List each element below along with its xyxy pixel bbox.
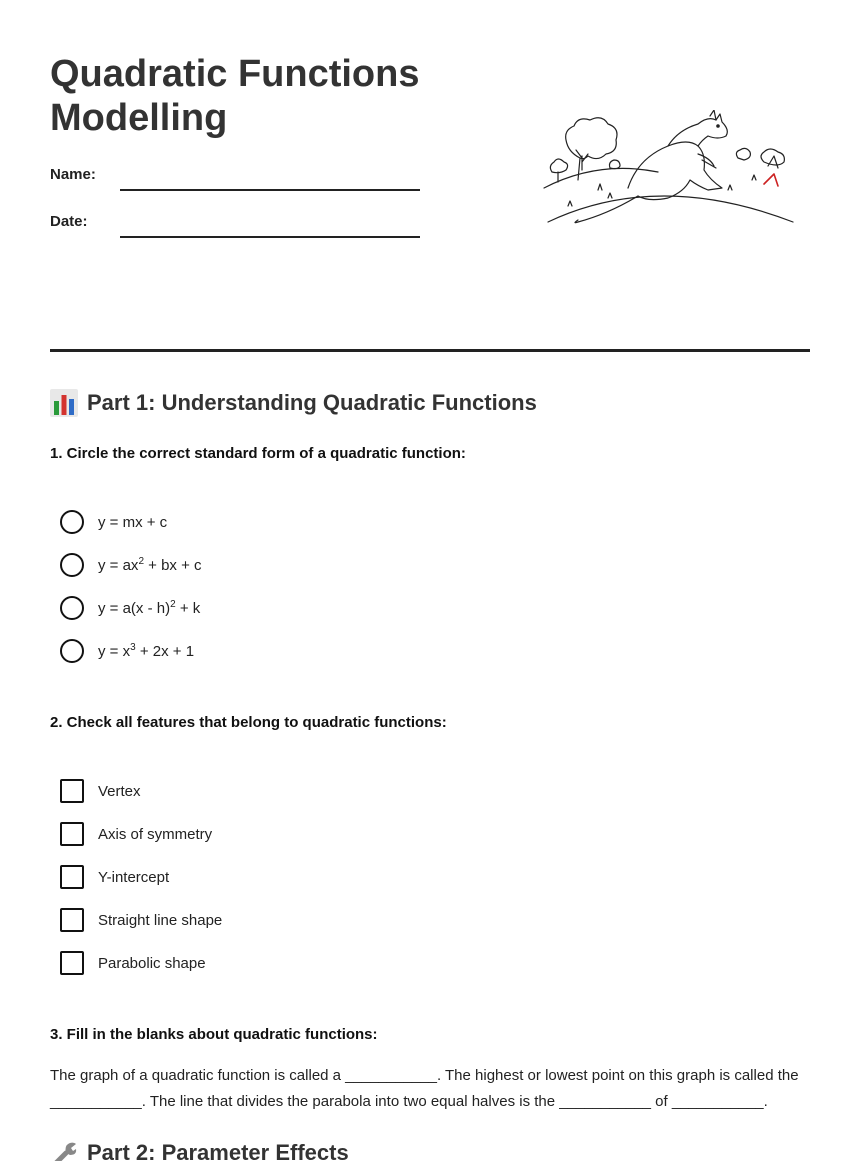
- q1-option-4-text: $y = x^3 + 2x + 1$: [98, 641, 195, 660]
- q1-option-1[interactable]: [60, 510, 167, 534]
- wrench-icon: [50, 1139, 78, 1161]
- date-label: Date:: [50, 213, 88, 230]
- checkbox[interactable]: [60, 865, 84, 889]
- question-2: 2. Check all features that belong to quadratic functions:: [50, 714, 447, 731]
- q2-option-label: Straight line shape: [98, 911, 223, 929]
- radio-circle[interactable]: [60, 596, 84, 620]
- fill-in-paragraph: The graph of a quadratic function is called a ___________. The highest or lowest point on this graph is called the ___________. The line that divides the parabola into two equal halves is the ___________ of ___________.: [50, 1067, 799, 1110]
- q2-option-label: Parabolic shape: [98, 954, 206, 972]
- checkbox[interactable]: [60, 822, 84, 846]
- q1-option-1-text: y = mx + c: [98, 513, 168, 531]
- q1-option-2-text: $y = ax^2$ + bx + c: [98, 555, 202, 574]
- q2-option-y-intercept[interactable]: [60, 865, 169, 889]
- name-field-row: [50, 166, 420, 183]
- bar-chart-icon: [50, 389, 78, 417]
- q2-option-label: Y-intercept: [98, 868, 170, 886]
- name-input-line[interactable]: [120, 189, 420, 191]
- part2-heading-text: Part 2: Parameter Effects: [87, 1140, 349, 1161]
- q1-option-3[interactable]: [60, 596, 200, 620]
- q1-option-4[interactable]: [60, 639, 194, 663]
- date-input-line[interactable]: [120, 236, 420, 238]
- q2-option-label: Axis of symmetry: [98, 825, 213, 843]
- checkbox[interactable]: [60, 908, 84, 932]
- q2-option-parabolic[interactable]: [60, 951, 206, 975]
- q1-option-2[interactable]: [60, 553, 202, 577]
- radio-circle[interactable]: [60, 510, 84, 534]
- date-field-row: [50, 213, 420, 230]
- q2-option-label: Vertex: [98, 782, 141, 800]
- question-1: 1. Circle the correct standard form of a quadratic function:: [50, 445, 466, 462]
- q2-option-vertex[interactable]: [60, 779, 141, 803]
- part1-heading-text: Part 1: Understanding Quadratic Functions: [87, 390, 537, 415]
- kangaroo-illustration: [538, 110, 800, 230]
- q2-option-straight-line[interactable]: [60, 908, 222, 932]
- checkbox[interactable]: [60, 779, 84, 803]
- page-title: Quadratic Functions Modelling: [50, 53, 420, 139]
- part1-heading: [50, 389, 537, 417]
- part2-heading: [50, 1139, 349, 1161]
- question-3: 3. Fill in the blanks about quadratic functions:: [50, 1026, 378, 1043]
- q2-option-axis-of-symmetry[interactable]: [60, 822, 212, 846]
- radio-circle[interactable]: [60, 553, 84, 577]
- checkbox[interactable]: [60, 951, 84, 975]
- radio-circle[interactable]: [60, 639, 84, 663]
- section-divider: [50, 349, 810, 352]
- name-label: Name:: [50, 166, 96, 183]
- q1-option-3-text: y = a(x - h)$^2$ + k: [98, 598, 201, 617]
